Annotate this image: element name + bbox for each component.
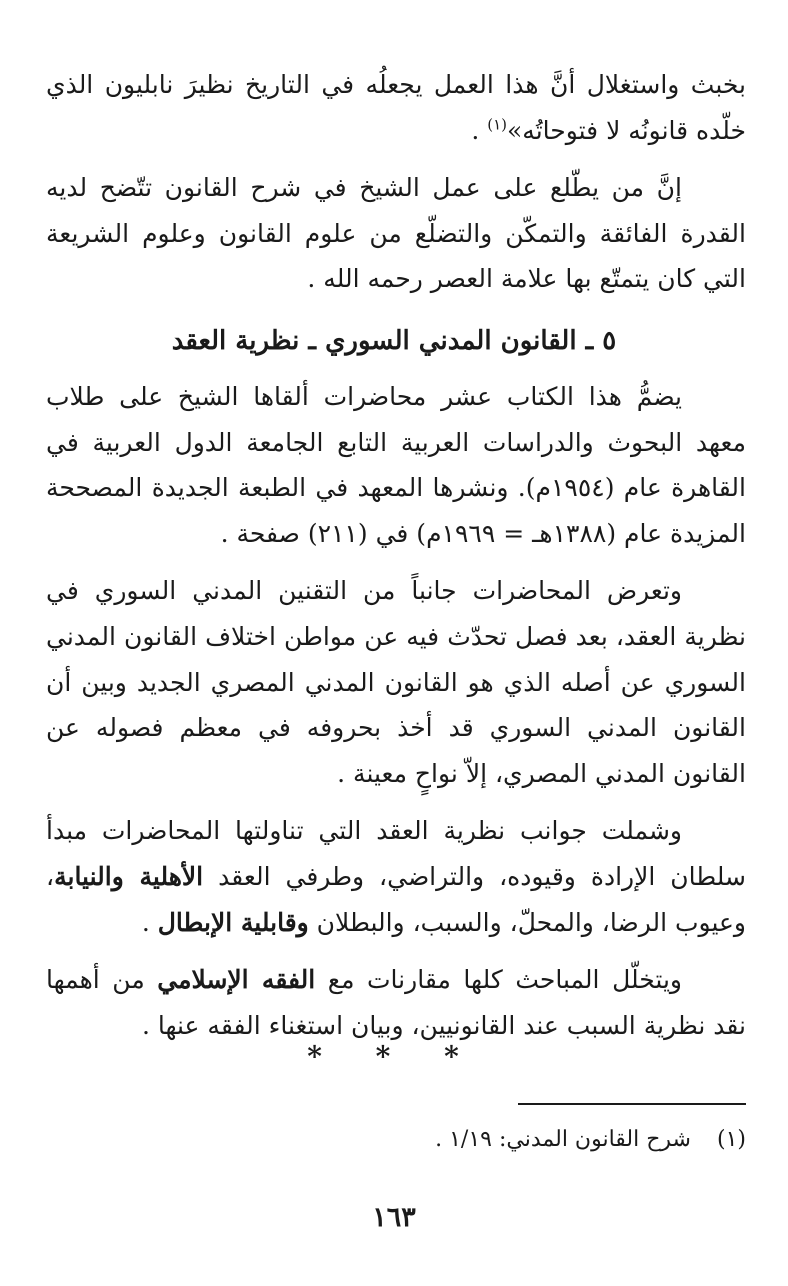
para3-text-c: ، وعيوب الرضا، والمحلّ، والسبب، والبطلان: [46, 861, 746, 937]
intro-paragraph-2: إنَّ من يطّلع على عمل الشيخ في شرح القانون تتّضح لديه القدرة الفائقة والتمكّن والتضلّع من علوم القانون وعلوم الشريعة التي كان يتمتّع بها علامة العصر رحمه الله .: [46, 173, 746, 294]
section-paragraph-2: وتعرض المحاضرات جانباً من التقنين المدني السوري في نظرية العقد، بعد فصل تحدّث فيه عن مواطن اختلاف القانون المدني السوري عن أصله الذي هو القانون المدني المصري الجديد وبين أن القانون المدني السوري قد أخذ بحروفه في معظم فصوله عن القانون المدني المصري، إلاّ نواحٍ معينة .: [46, 576, 746, 788]
intro-quote-end: .: [471, 115, 488, 145]
para3-bold-d: وقابلية الإبطال: [157, 907, 309, 937]
section-paragraph-1: يضمُّ هذا الكتاب عشر محاضرات ألقاها الشيخ على طلاب معهد البحوث والدراسات العربية التابع الجامعة الدول العربية في القاهرة عام (١٩٥٤م). ونشرها المعهد في الطبعة الجديدة المصححة المزيدة عام (١٣٨٨هـ = ١٩٦٩م) في (٢١١) صفحة .: [46, 382, 746, 548]
intro-text: [46, 62, 746, 302]
section-body: [46, 374, 746, 1048]
para3-text-a: وشملت جوانب نظرية العقد التي تناولتها المحاضرات مبدأ سلطان الإرادة وقيوده، والتراضي، وطرفي العقد: [46, 816, 746, 891]
footnote: [46, 1122, 746, 1158]
footnote-text: شرح القانون المدني: ١/١٩ .: [435, 1127, 691, 1152]
para4-bold-b: الفقه الإسلامي: [157, 965, 316, 995]
footnote-reference: (١): [487, 115, 507, 134]
section-heading: ٥ ـ القانون المدني السوري ـ نظرية العقد: [171, 326, 617, 356]
para3-text-e: .: [141, 907, 158, 937]
para4-text-a: ويتخلّل المباحث كلها مقارنات مع: [315, 965, 682, 995]
section-paragraph-4: [46, 957, 746, 1048]
page-number: ١٦٣: [372, 1202, 416, 1233]
section-separator-stars: * * *: [307, 1040, 481, 1073]
footnote-divider: [518, 1103, 746, 1105]
para3-bold-b: الأهلية والنيابة: [54, 861, 204, 891]
intro-quote-text: بخبث واستغلال أنَّ هذا العمل يجعلُه في التاريخ نظيرَ نابليون الذي خلّده قانونُه لا فتوحاتُه»: [46, 70, 746, 145]
footnote-number: (١): [716, 1127, 746, 1152]
para4-text-c: من أهمها نقد نظرية السبب عند القانونيين، وبيان استغناء الفقه عنها .: [46, 965, 746, 1040]
intro-paragraph-continued: [46, 62, 746, 153]
section-paragraph-3: [46, 808, 746, 945]
